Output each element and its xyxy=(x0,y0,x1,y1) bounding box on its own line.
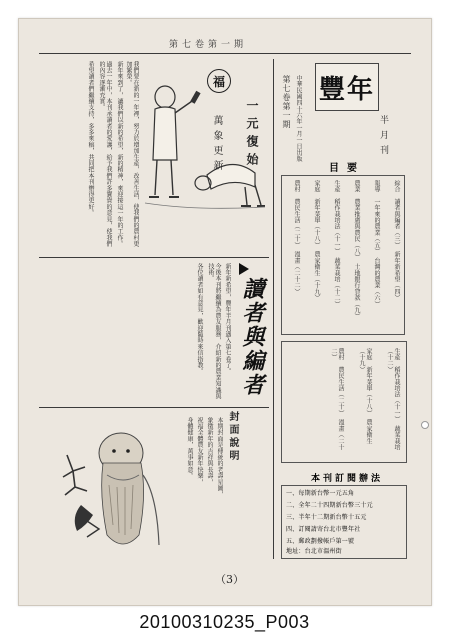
elder-portrait-image xyxy=(47,425,165,555)
subscription-address: 地址：台北市溫州街 xyxy=(286,548,342,555)
editorial-para: 希望讀者們繼續支持，多多來稿，共同把本刊辦得更好。 xyxy=(87,61,94,216)
masthead-frequency: 半月刊 xyxy=(378,115,388,160)
left-section-rule xyxy=(39,257,269,258)
toc-column: 生產 稻作栽培法（十一） 蔬菜栽培（十二） xyxy=(333,180,340,308)
subscription-title: 本刊訂閱辦法 xyxy=(311,474,384,484)
toc-column: 家庭 新年菜單（十八） 農家衛生（十九） xyxy=(358,348,372,445)
page-number: （3） xyxy=(215,573,244,586)
subscription-row: 四、訂閱請寄台北市豐年社 xyxy=(286,526,361,533)
greeting-small: 萬象更新 xyxy=(211,115,222,175)
binding-hole-icon xyxy=(421,421,429,429)
toc-column: 綜合 讀者與編者（三） 新年新希望（四） xyxy=(393,180,400,301)
subscription-row: 二、全年二十四期新台幣三十元 xyxy=(286,502,373,509)
toc-column: 農業 農業推廣與農民（八） 土地銀行貸款（九） xyxy=(353,180,360,320)
cover-note-line: 祝福全體農友新年快樂， xyxy=(196,417,203,486)
greeting-big: 一元復始 xyxy=(245,99,259,171)
toc-box-lower xyxy=(281,341,407,463)
cover-note-line: 身體健康，萬事如意。 xyxy=(186,417,193,479)
cover-note-body xyxy=(167,417,223,557)
readers-title-block xyxy=(233,263,269,401)
readers-para: 各位讀者如有意見，歡迎隨時來信指教。 xyxy=(196,263,203,375)
readers-title: 讀者與編者 xyxy=(239,277,265,397)
editorial-para: 我們要在新的一年裡，努力於增加生產，改善生活，使我們的農村更加繁榮。 xyxy=(125,61,139,247)
toc-box xyxy=(281,175,405,335)
readers-title-marker-icon xyxy=(239,263,249,275)
toc-column: 生產 稻作栽培法（十一） 蔬菜栽培（十二） xyxy=(386,348,400,451)
fu-badge-icon: 福 xyxy=(207,69,231,93)
subscription-box xyxy=(281,485,407,559)
subscription-row: 三、半年十二期新台幣十五元 xyxy=(286,514,367,521)
cover-note-line: 象徵新年的吉祥與長壽， xyxy=(206,417,213,486)
top-rule xyxy=(39,53,411,54)
editorial-columns xyxy=(39,61,139,251)
masthead-date: 中華民國四十六年一月一日出版 xyxy=(295,75,302,162)
archive-caption: 20100310235_P003 xyxy=(139,611,310,632)
readers-para: 新年新希望，豐年半月刊邁入第七卷了。 xyxy=(224,263,231,375)
editorial-para: 過去一年中，本刊承讀者的愛護，給予我們許多寶貴的意見，使我們的內容逐漸充實。 xyxy=(98,61,112,247)
readers-body xyxy=(39,263,231,401)
subscription-row: 五、郵政劃撥帳戶第一號 xyxy=(286,538,355,545)
masthead-issue: 第七卷第一期 xyxy=(282,75,291,129)
toc-column: 農村 農民生活（二十） 漫畫（二十二） xyxy=(293,180,300,295)
readers-para: 今後本刊將繼續為農友服務，介紹新的農業知識與技術。 xyxy=(207,263,221,400)
masthead-title: 豐年 xyxy=(318,74,375,105)
masthead-logo xyxy=(315,63,379,111)
cover-note-line: 本期封面是傳統的老壽星圖， xyxy=(216,417,223,498)
running-title: 第七卷第一期 xyxy=(169,40,248,50)
editorial-para: 新年來到了，讓我們以新的希望，新的精神，來迎接這一年的工作。 xyxy=(116,61,123,247)
document-page xyxy=(18,18,432,606)
center-divider xyxy=(273,59,274,559)
toc-label: 目要 xyxy=(329,163,365,174)
cover-section-rule xyxy=(39,407,269,408)
subscription-row: 一、每期新台幣一元五角 xyxy=(286,490,355,497)
toc-column: 農村 農民生活（二十） 漫畫（二十二） xyxy=(330,348,344,451)
toc-column: 家庭 新年菜單（十八） 農家衛生（十九） xyxy=(313,180,320,301)
cover-note-title: 封面說明 xyxy=(227,411,238,463)
toc-column: 報導 一年來的農業（五） 台灣的農業（六） xyxy=(373,180,380,308)
